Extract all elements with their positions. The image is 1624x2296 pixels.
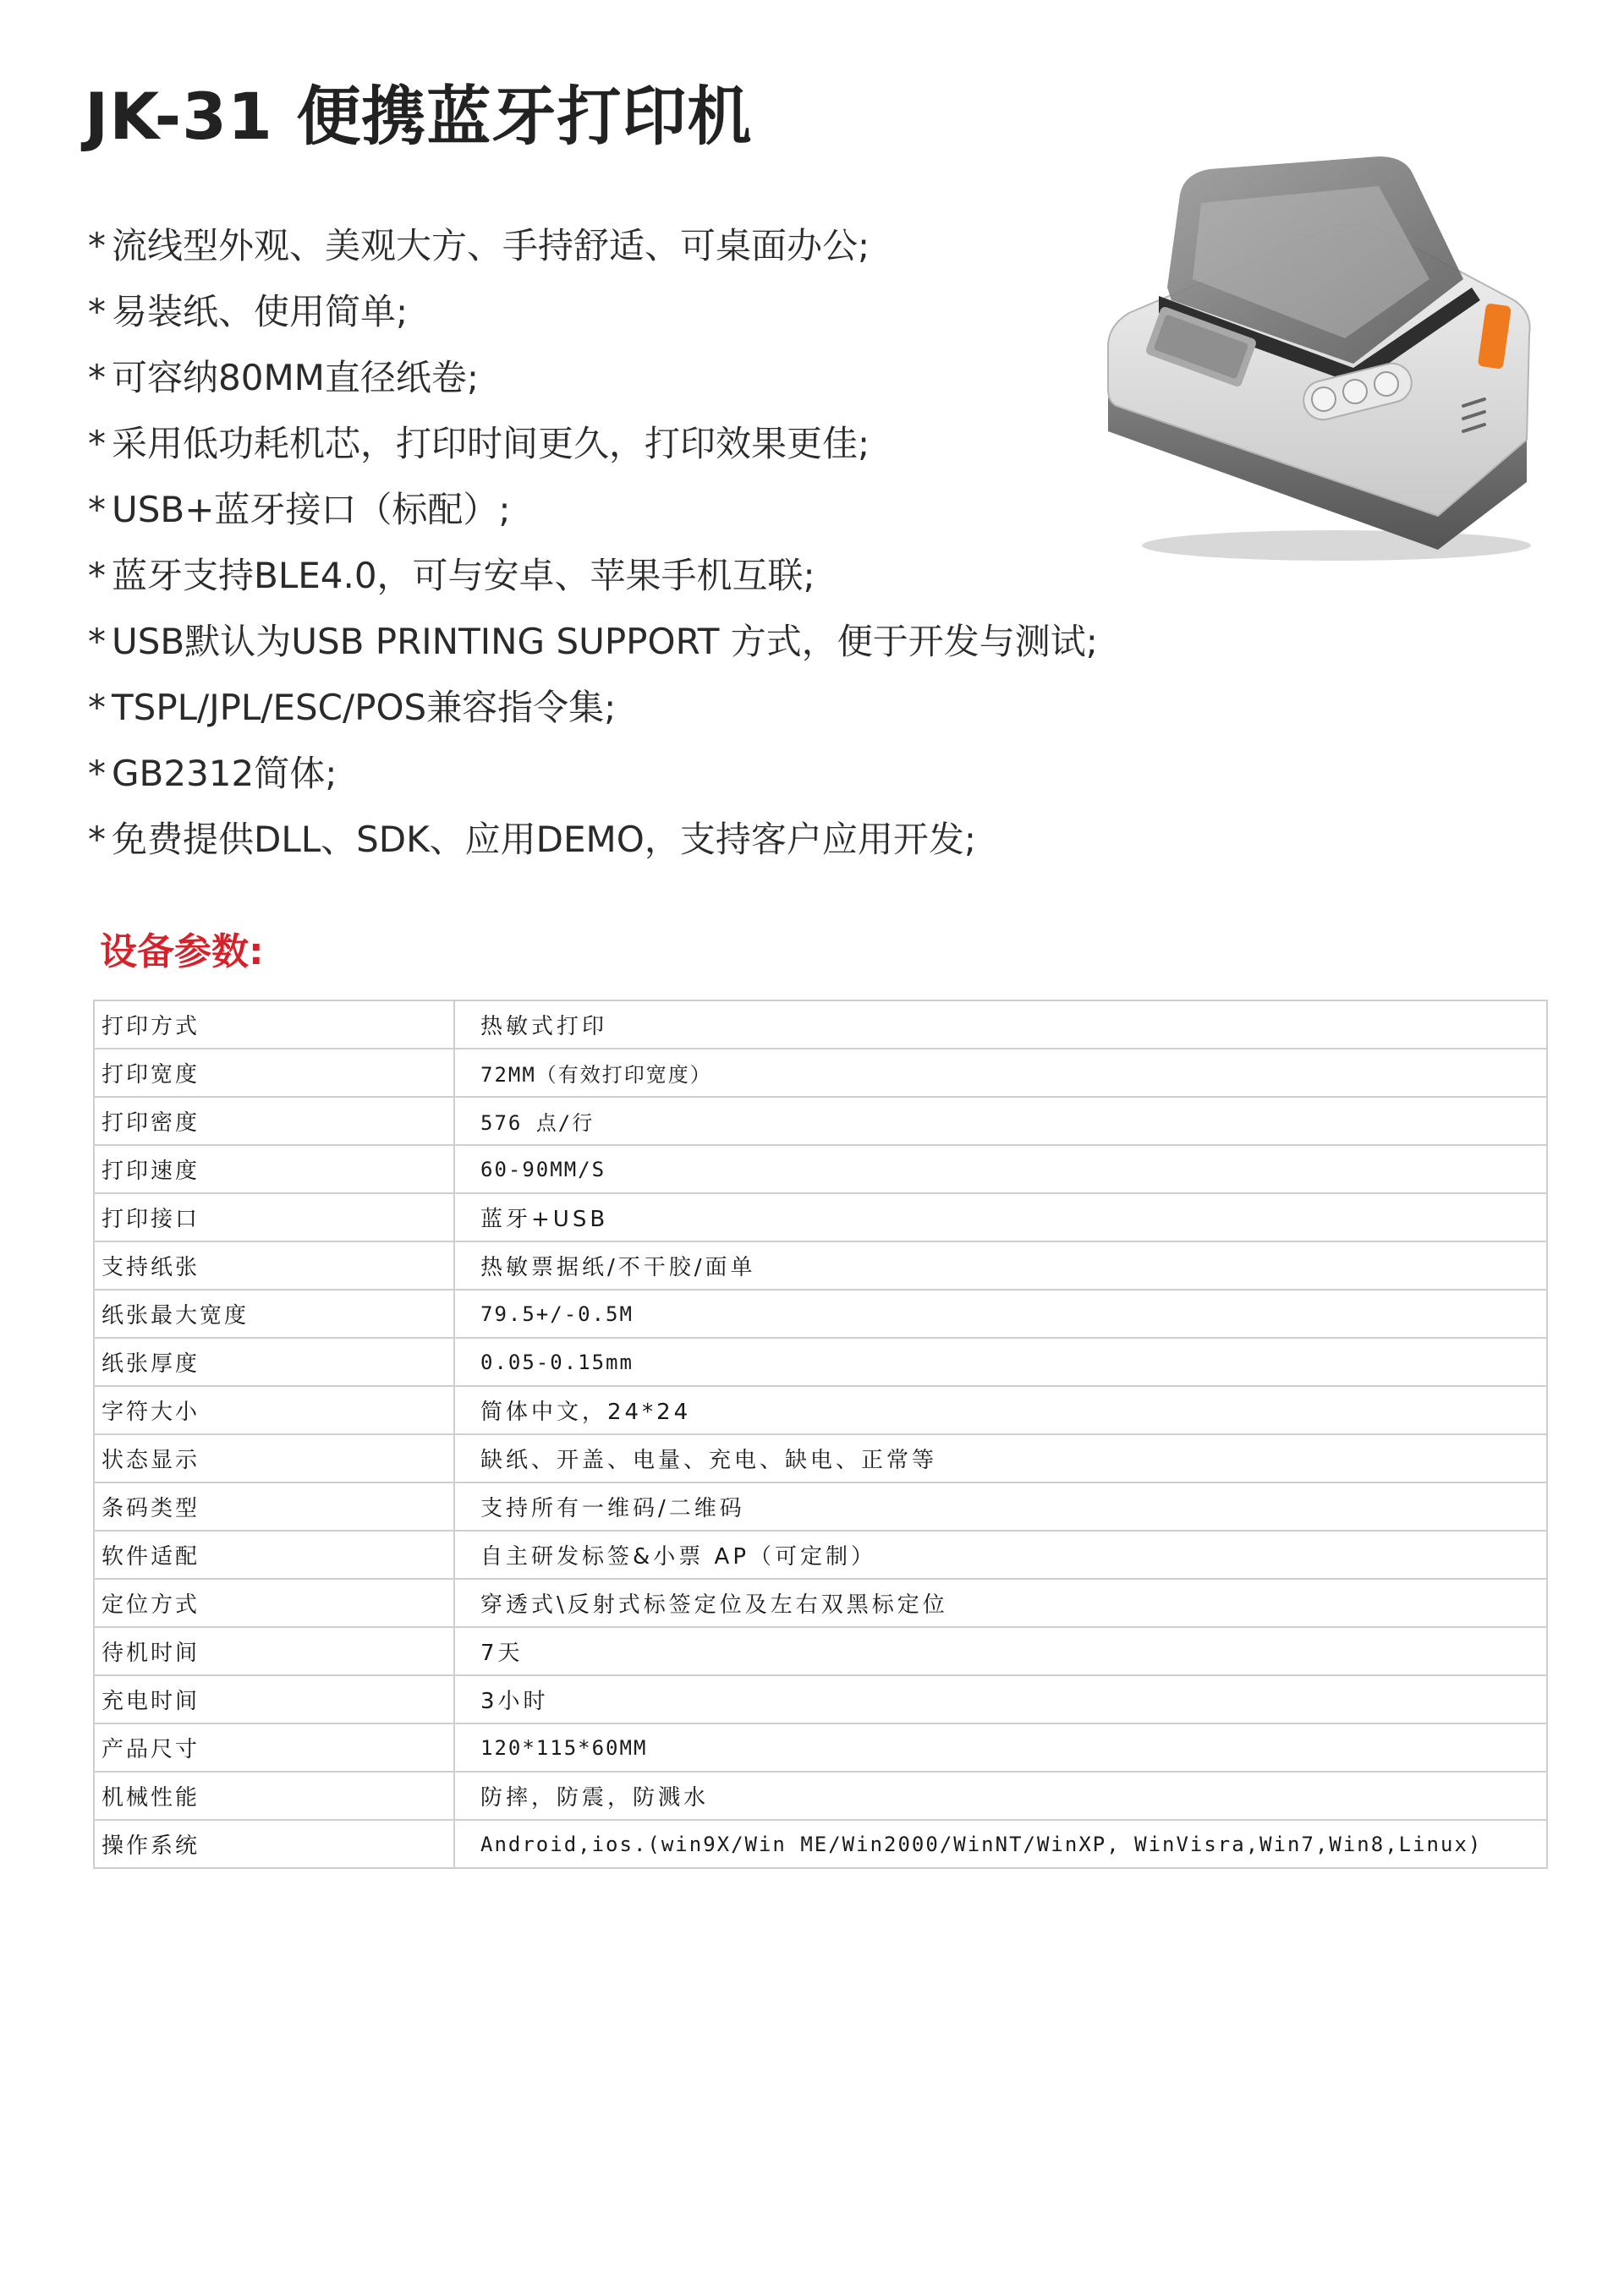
param-value: 120*115*60MM (454, 1723, 1547, 1772)
param-key: 条码类型 (94, 1482, 454, 1531)
table-row (94, 1049, 1547, 1097)
param-value: 7天 (454, 1627, 1547, 1675)
param-key: 软件适配 (94, 1531, 454, 1579)
param-value: 防摔，防震，防溅水 (454, 1772, 1547, 1820)
feature-item: * GB2312简体; (88, 753, 337, 794)
param-key: 待机时间 (94, 1627, 454, 1675)
param-value: 3小时 (454, 1675, 1547, 1723)
table-row (94, 1772, 1547, 1820)
param-value: 60-90MM/S (454, 1145, 1547, 1193)
table-row (94, 1627, 1547, 1675)
page-title: JK-31 便携蓝牙打印机 (85, 79, 753, 154)
table-row (94, 1290, 1547, 1338)
param-value: 穿透式\反射式标签定位及左右双黑标定位 (454, 1579, 1547, 1627)
feature-item: * 蓝牙支持BLE4.0，可与安卓、苹果手机互联; (88, 555, 815, 596)
param-value: 缺纸、开盖、电量、充电、缺电、正常等 (454, 1434, 1547, 1482)
param-value: 0.05-0.15mm (454, 1338, 1547, 1386)
section-title-params: 设备参数: (100, 930, 264, 973)
param-value: 72MM（有效打印宽度） (454, 1049, 1547, 1097)
param-key: 支持纸张 (94, 1241, 454, 1290)
table-row (94, 1579, 1547, 1627)
feature-item: * 易装纸、使用简单; (88, 291, 409, 332)
table-row (94, 1000, 1547, 1049)
param-key: 纸张厚度 (94, 1338, 454, 1386)
param-key: 机械性能 (94, 1772, 454, 1820)
table-row (94, 1193, 1547, 1241)
table-row (94, 1097, 1547, 1145)
param-key: 状态显示 (94, 1434, 454, 1482)
feature-item: * USB默认为USB PRINTING SUPPORT 方式，便于开发与测试; (88, 621, 1098, 662)
table-row (94, 1482, 1547, 1531)
param-value: Android,ios.(win9X/Win ME/Win2000/WinNT/WinXP, WinVisra,Win7,Win8,Linux) (454, 1820, 1547, 1868)
param-value: 热敏式打印 (454, 1000, 1547, 1049)
param-key: 打印速度 (94, 1145, 454, 1193)
feature-item: * USB+蓝牙接口（标配）; (88, 489, 511, 530)
feature-item: * 免费提供DLL、SDK、应用DEMO，支持客户应用开发; (88, 819, 977, 860)
param-value: 蓝牙+USB (454, 1193, 1547, 1241)
params-table (93, 1000, 1548, 1869)
param-value: 自主研发标签&小票 AP（可定制） (454, 1531, 1547, 1579)
feature-item: * 流线型外观、美观大方、手持舒适、可桌面办公; (88, 225, 870, 266)
param-value: 576 点/行 (454, 1097, 1547, 1145)
param-key: 打印密度 (94, 1097, 454, 1145)
table-row (94, 1386, 1547, 1434)
feature-item: * 可容纳80MM直径纸卷; (88, 357, 480, 398)
param-key: 产品尺寸 (94, 1723, 454, 1772)
table-row (94, 1820, 1547, 1868)
param-value: 79.5+/-0.5M (454, 1290, 1547, 1338)
param-key: 打印接口 (94, 1193, 454, 1241)
feature-item: * 采用低功耗机芯，打印时间更久，打印效果更佳; (88, 423, 870, 464)
feature-list (88, 213, 1098, 873)
param-value: 简体中文，24*24 (454, 1386, 1547, 1434)
param-key: 打印宽度 (94, 1049, 454, 1097)
feature-item: * TSPL/JPL/ESC/POS兼容指令集; (88, 687, 617, 728)
table-row (94, 1434, 1547, 1482)
param-key: 纸张最大宽度 (94, 1290, 454, 1338)
param-key: 字符大小 (94, 1386, 454, 1434)
param-value: 支持所有一维码/二维码 (454, 1482, 1547, 1531)
table-row (94, 1241, 1547, 1290)
table-row (94, 1145, 1547, 1193)
param-key: 操作系统 (94, 1820, 454, 1868)
param-key: 充电时间 (94, 1675, 454, 1723)
table-row (94, 1675, 1547, 1723)
printer-product-image (1100, 152, 1539, 567)
table-row (94, 1338, 1547, 1386)
table-row (94, 1531, 1547, 1579)
param-value: 热敏票据纸/不干胶/面单 (454, 1241, 1547, 1290)
table-row (94, 1723, 1547, 1772)
param-key: 打印方式 (94, 1000, 454, 1049)
param-key: 定位方式 (94, 1579, 454, 1627)
